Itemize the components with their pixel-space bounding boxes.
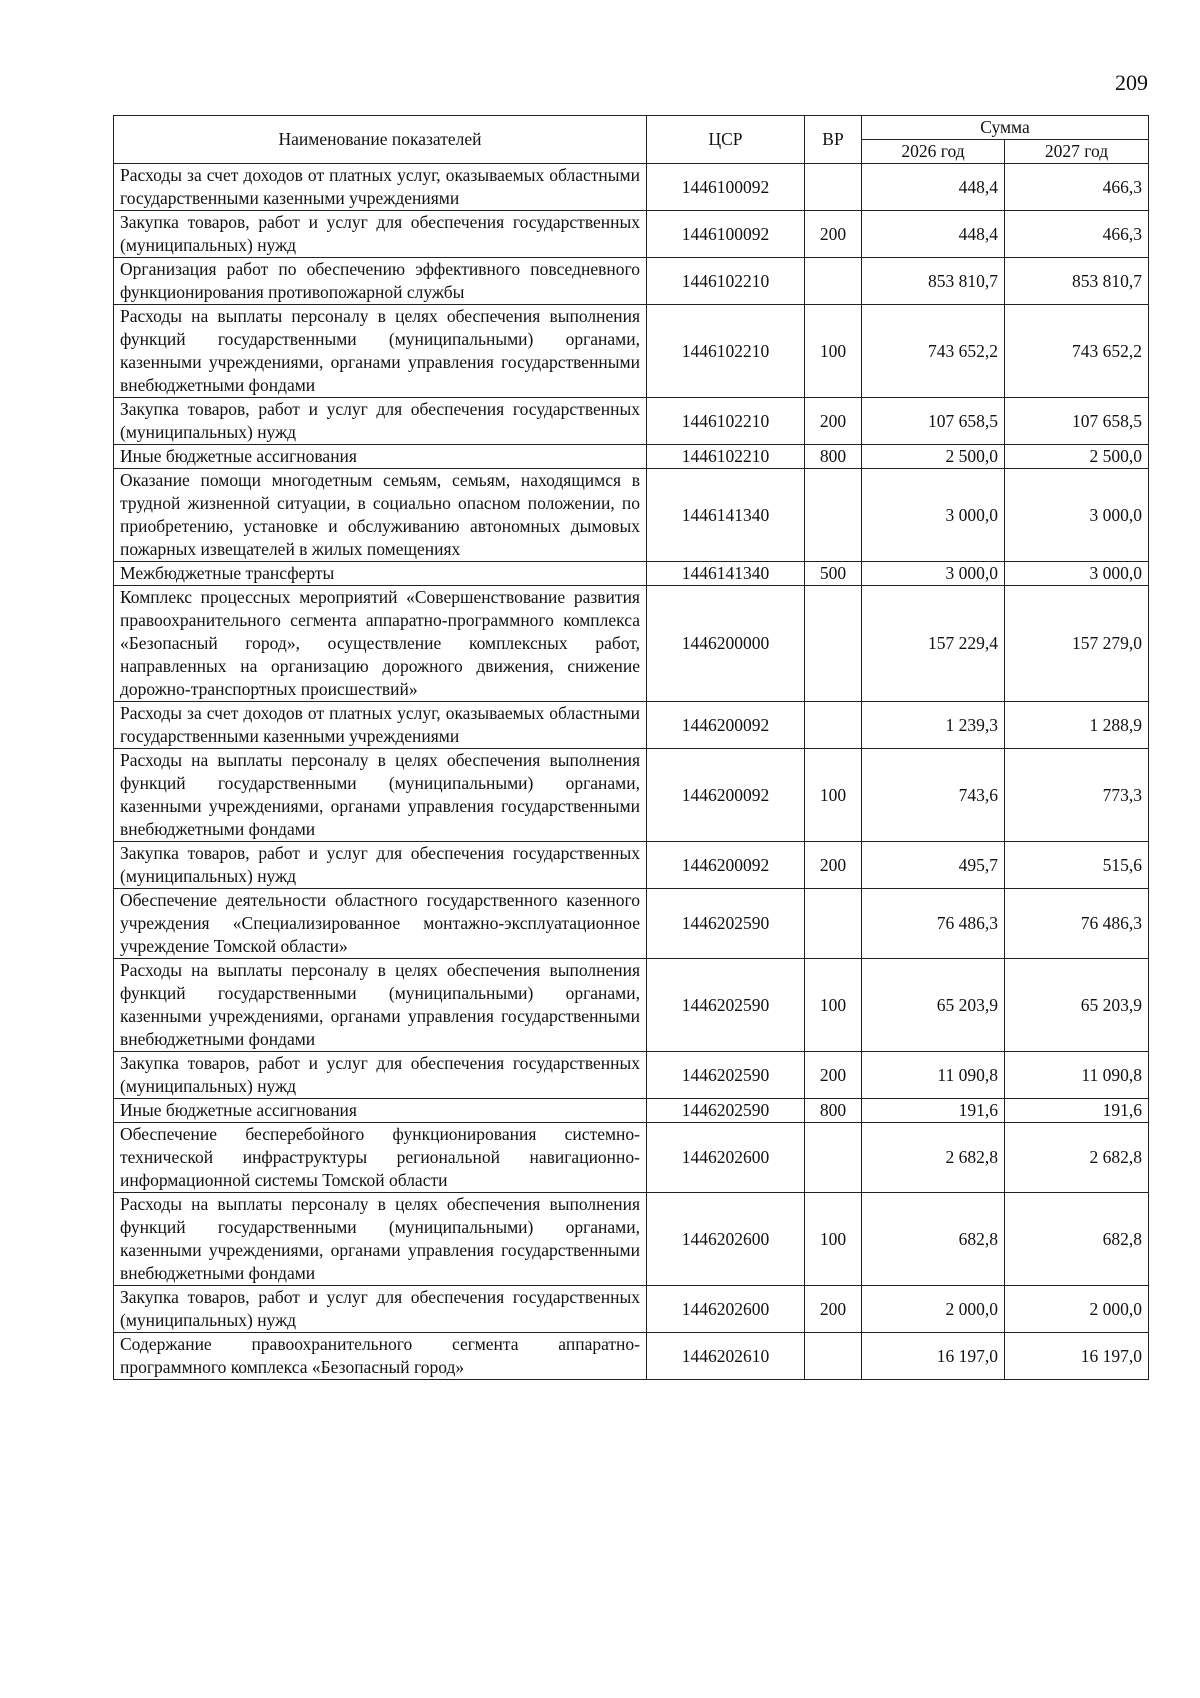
- row-vr: [805, 164, 862, 211]
- table-row: [114, 258, 1149, 305]
- row-csr: 1446202600: [647, 1286, 805, 1333]
- row-sum-2027: 3 000,0: [1005, 469, 1149, 562]
- row-vr: 100: [805, 749, 862, 842]
- row-sum-2027: 466,3: [1005, 164, 1149, 211]
- row-csr: 1446200092: [647, 749, 805, 842]
- row-sum-2027: 107 658,5: [1005, 398, 1149, 445]
- row-csr: 1446102210: [647, 445, 805, 469]
- row-sum-2027: 3 000,0: [1005, 562, 1149, 586]
- table-row: [114, 1193, 1149, 1286]
- table-row: [114, 562, 1149, 586]
- row-sum-2027: 2 682,8: [1005, 1123, 1149, 1193]
- table-row: [114, 1286, 1149, 1333]
- row-sum-2026: 3 000,0: [862, 469, 1005, 562]
- row-sum-2027: 2 500,0: [1005, 445, 1149, 469]
- table-row: [114, 749, 1149, 842]
- table-row: [114, 889, 1149, 959]
- row-sum-2026: 2 682,8: [862, 1123, 1005, 1193]
- row-sum-2026: 448,4: [862, 211, 1005, 258]
- header-year-2027: 2027 год: [1005, 140, 1149, 164]
- row-sum-2026: 1 239,3: [862, 702, 1005, 749]
- row-vr: 100: [805, 305, 862, 398]
- row-name: Иные бюджетные ассигнования: [114, 445, 647, 469]
- row-csr: 1446202590: [647, 959, 805, 1052]
- row-sum-2026: 16 197,0: [862, 1333, 1005, 1380]
- row-name: Расходы на выплаты персоналу в целях обеспечения выполнения функций государственными (муниципальными) органами, казенными учреждениями, органами управления государственными внебюджетными фондами: [114, 1193, 647, 1286]
- row-name: Расходы на выплаты персоналу в целях обеспечения выполнения функций государственными (муниципальными) органами, казенными учреждениями, органами управления государственными внебюджетными фондами: [114, 959, 647, 1052]
- row-sum-2027: 2 000,0: [1005, 1286, 1149, 1333]
- row-csr: 1446202590: [647, 1099, 805, 1123]
- row-name: Закупка товаров, работ и услуг для обеспечения государственных (муниципальных) нужд: [114, 1286, 647, 1333]
- row-sum-2026: 682,8: [862, 1193, 1005, 1286]
- row-vr: 200: [805, 842, 862, 889]
- table-row: [114, 305, 1149, 398]
- row-name: Организация работ по обеспечению эффективного повседневного функционирования противопожарной службы: [114, 258, 647, 305]
- row-csr: 1446100092: [647, 164, 805, 211]
- row-sum-2026: 853 810,7: [862, 258, 1005, 305]
- row-sum-2027: 682,8: [1005, 1193, 1149, 1286]
- table-row: [114, 164, 1149, 211]
- row-name: Обеспечение деятельности областного государственного казенного учреждения «Специализированное монтажно-эксплуатационное учреждение Томской области»: [114, 889, 647, 959]
- table-row: [114, 1333, 1149, 1380]
- row-sum-2026: 11 090,8: [862, 1052, 1005, 1099]
- row-name: Закупка товаров, работ и услуг для обеспечения государственных (муниципальных) нужд: [114, 211, 647, 258]
- row-vr: 200: [805, 1052, 862, 1099]
- row-sum-2027: 16 197,0: [1005, 1333, 1149, 1380]
- row-csr: 1446202600: [647, 1193, 805, 1286]
- row-csr: 1446141340: [647, 562, 805, 586]
- row-vr: 100: [805, 1193, 862, 1286]
- row-sum-2027: 743 652,2: [1005, 305, 1149, 398]
- row-vr: [805, 586, 862, 702]
- header-csr: ЦСР: [647, 116, 805, 164]
- budget-table: [113, 115, 1149, 1380]
- table-row: [114, 469, 1149, 562]
- row-sum-2027: 466,3: [1005, 211, 1149, 258]
- table-row: [114, 959, 1149, 1052]
- table-header: [114, 116, 1149, 164]
- row-name: Расходы на выплаты персоналу в целях обеспечения выполнения функций государственными (муниципальными) органами, казенными учреждениями, органами управления государственными внебюджетными фондами: [114, 749, 647, 842]
- row-sum-2026: 448,4: [862, 164, 1005, 211]
- table-row: [114, 398, 1149, 445]
- row-csr: 1446102210: [647, 398, 805, 445]
- row-sum-2027: 1 288,9: [1005, 702, 1149, 749]
- row-vr: [805, 889, 862, 959]
- row-vr: [805, 1123, 862, 1193]
- header-year-2026: 2026 год: [862, 140, 1005, 164]
- header-sum: Сумма: [862, 116, 1149, 140]
- row-csr: 1446202610: [647, 1333, 805, 1380]
- row-sum-2027: 853 810,7: [1005, 258, 1149, 305]
- row-sum-2026: 495,7: [862, 842, 1005, 889]
- row-name: Иные бюджетные ассигнования: [114, 1099, 647, 1123]
- row-sum-2027: 191,6: [1005, 1099, 1149, 1123]
- row-csr: 1446102210: [647, 305, 805, 398]
- header-vr: ВР: [805, 116, 862, 164]
- row-name: Межбюджетные трансферты: [114, 562, 647, 586]
- table-row: [114, 1052, 1149, 1099]
- row-name: Содержание правоохранительного сегмента аппаратно-программного комплекса «Безопасный город»: [114, 1333, 647, 1380]
- row-csr: 1446200092: [647, 702, 805, 749]
- row-sum-2026: 2 000,0: [862, 1286, 1005, 1333]
- row-sum-2027: 773,3: [1005, 749, 1149, 842]
- table-row: [114, 842, 1149, 889]
- row-sum-2027: 157 279,0: [1005, 586, 1149, 702]
- row-vr: 500: [805, 562, 862, 586]
- row-csr: 1446200000: [647, 586, 805, 702]
- row-sum-2026: 157 229,4: [862, 586, 1005, 702]
- table-row: [114, 586, 1149, 702]
- table-row: [114, 1123, 1149, 1193]
- table-body: [114, 164, 1149, 1380]
- row-name: Закупка товаров, работ и услуг для обеспечения государственных (муниципальных) нужд: [114, 398, 647, 445]
- row-csr: 1446100092: [647, 211, 805, 258]
- row-vr: 200: [805, 211, 862, 258]
- row-csr: 1446202590: [647, 889, 805, 959]
- row-vr: 100: [805, 959, 862, 1052]
- table-row: [114, 445, 1149, 469]
- row-name: Обеспечение бесперебойного функционирования системно-технической инфраструктуры региональной навигационно-информационной системы Томской области: [114, 1123, 647, 1193]
- row-csr: 1446200092: [647, 842, 805, 889]
- table-row: [114, 211, 1149, 258]
- row-sum-2027: 515,6: [1005, 842, 1149, 889]
- row-sum-2026: 2 500,0: [862, 445, 1005, 469]
- row-vr: [805, 469, 862, 562]
- row-name: Закупка товаров, работ и услуг для обеспечения государственных (муниципальных) нужд: [114, 842, 647, 889]
- header-name: Наименование показателей: [114, 116, 647, 164]
- row-sum-2026: 65 203,9: [862, 959, 1005, 1052]
- row-vr: 800: [805, 1099, 862, 1123]
- row-sum-2026: 76 486,3: [862, 889, 1005, 959]
- row-vr: 800: [805, 445, 862, 469]
- row-vr: [805, 258, 862, 305]
- row-name: Расходы за счет доходов от платных услуг, оказываемых областными государственными казенными учреждениями: [114, 164, 647, 211]
- row-vr: 200: [805, 398, 862, 445]
- row-vr: [805, 702, 862, 749]
- row-sum-2026: 743 652,2: [862, 305, 1005, 398]
- row-sum-2027: 11 090,8: [1005, 1052, 1149, 1099]
- row-sum-2026: 191,6: [862, 1099, 1005, 1123]
- row-csr: 1446102210: [647, 258, 805, 305]
- row-csr: 1446202590: [647, 1052, 805, 1099]
- row-vr: [805, 1333, 862, 1380]
- row-name: Расходы на выплаты персоналу в целях обеспечения выполнения функций государственными (муниципальными) органами, казенными учреждениями, органами управления государственными внебюджетными фондами: [114, 305, 647, 398]
- row-sum-2027: 65 203,9: [1005, 959, 1149, 1052]
- row-sum-2026: 3 000,0: [862, 562, 1005, 586]
- row-sum-2027: 76 486,3: [1005, 889, 1149, 959]
- row-csr: 1446202600: [647, 1123, 805, 1193]
- table-row: [114, 702, 1149, 749]
- row-sum-2026: 743,6: [862, 749, 1005, 842]
- row-vr: 200: [805, 1286, 862, 1333]
- page-number: 209: [1115, 70, 1148, 95]
- row-name: Оказание помощи многодетным семьям, семьям, находящимся в трудной жизненной ситуации, в социально опасном положении, по приобретению, установке и обслуживанию автономных дымовых пожарных извещателей в жилых помещениях: [114, 469, 647, 562]
- row-name: Расходы за счет доходов от платных услуг, оказываемых областными государственными казенными учреждениями: [114, 702, 647, 749]
- row-name: Закупка товаров, работ и услуг для обеспечения государственных (муниципальных) нужд: [114, 1052, 647, 1099]
- row-sum-2026: 107 658,5: [862, 398, 1005, 445]
- row-csr: 1446141340: [647, 469, 805, 562]
- table-row: [114, 1099, 1149, 1123]
- row-name: Комплекс процессных мероприятий «Совершенствование развития правоохранительного сегмента аппаратно-программного комплекса «Безопасный город», осуществление комплексных работ, направленных на организацию дорожного движения, снижение дорожно-транспортных происшествий»: [114, 586, 647, 702]
